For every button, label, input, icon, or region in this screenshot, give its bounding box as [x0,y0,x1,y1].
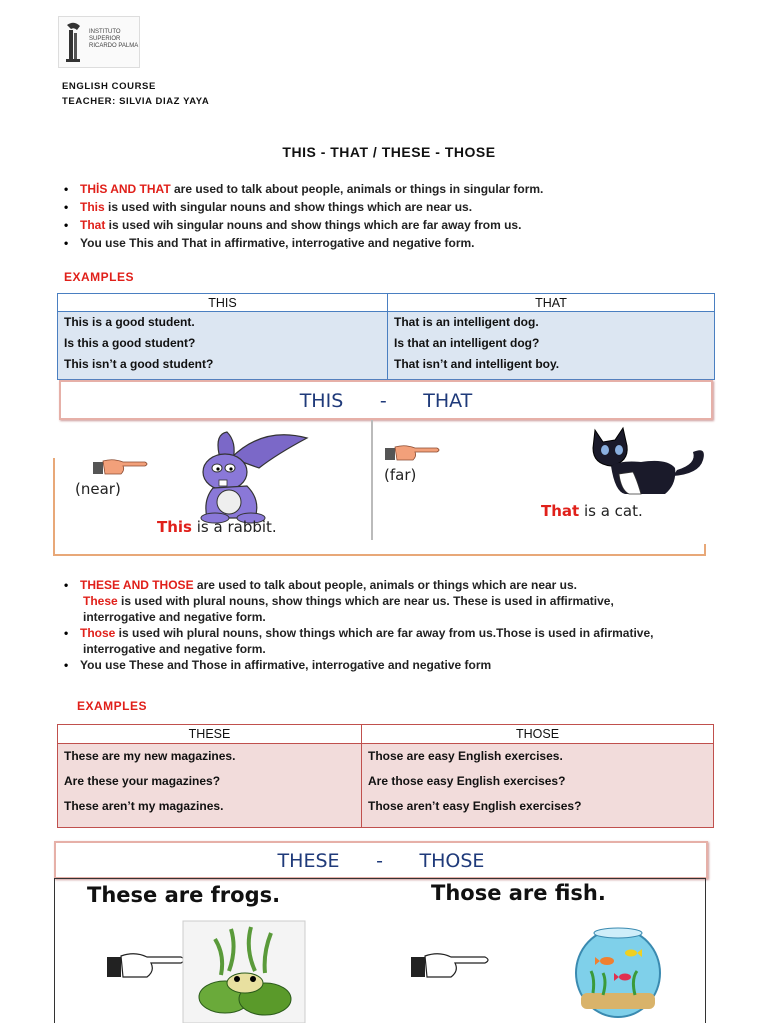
table-row: This isn’t a good student? That isn’t and intelligent boy. [58,354,715,380]
logo-text: INSTITUTO SUPERIOR RICARDO PALMA [89,29,139,49]
examples-heading: EXAMPLES [77,699,148,713]
list-item: • That is used wih singular nouns and show things which are far away from us. [62,216,742,234]
logo-emblem-icon [63,21,85,63]
this-that-illustration [53,420,708,560]
that-caption: That is a cat. [541,502,643,520]
table-row: These are my new magazines. Those are easy English exercises. [58,744,714,770]
examples-heading: EXAMPLES [64,270,135,284]
list-item: • Those is used wih plural nouns, show things which are far away from us.Those is used in afirmative, [62,625,752,641]
this-that-rules [62,180,742,252]
far-label: (far) [384,466,417,484]
list-item: interrogative and negative form. [83,642,266,656]
pointing-hand-icon [411,949,491,983]
these-those-table [57,724,714,828]
pointing-hand-icon [385,442,441,464]
these-those-banner: THESE - THOSE [54,841,708,879]
table-header: THESE [58,725,362,744]
list-item: • This is used with singular nouns and show things which are near us. [62,198,742,216]
pointing-hand-icon [107,949,187,983]
teacher-label: TEACHER: SILVIA DIAZ YAYA [62,96,210,107]
table-header: THAT [388,294,715,312]
list-item: interrogative and negative form. [83,610,266,624]
table-row: These aren’t my magazines. Those aren’t easy English exercises? [58,794,714,828]
list-item: • THESE AND THOSE are used to talk about people, animals or things which are near us. [62,577,752,593]
table-row: Are these your magazines? Are those easy English exercises? [58,769,714,794]
course-label: ENGLISH COURSE [62,81,156,92]
these-those-rules [62,577,752,673]
list-item: • THİS AND THAT are used to talk about people, animals or things in singular form. [62,180,742,198]
this-that-table [57,293,715,380]
this-that-banner: THIS - THAT [59,380,713,420]
list-item: • You use This and That in affirmative, interrogative and negative form. [62,234,742,252]
this-caption: This is a rabbit. [157,518,277,536]
list-item: These is used with plural nouns, show things which are near us. These is used in affirmative, [83,594,614,608]
list-item: • You use These and Those in affirmative, interrogative and negative form [62,657,752,673]
fish-caption: Those are fish. [431,881,606,905]
page-title: THIS - THAT / THESE - THOSE [282,144,496,160]
rabbit-icon [173,428,313,524]
cat-icon [581,424,711,498]
table-header: THIS [58,294,388,312]
frogs-icon [181,919,307,1023]
institute-logo [58,16,140,68]
near-label: (near) [75,480,121,498]
these-those-illustration [54,878,706,1023]
frogs-caption: These are frogs. [87,883,281,907]
table-row: This is a good student. That is an intelligent dog. [58,312,715,334]
fish-bowl-icon [573,921,663,1021]
table-row: Is this a good student? Is that an intelligent dog? [58,333,715,354]
pointing-hand-icon [93,456,149,478]
table-header: THOSE [362,725,714,744]
